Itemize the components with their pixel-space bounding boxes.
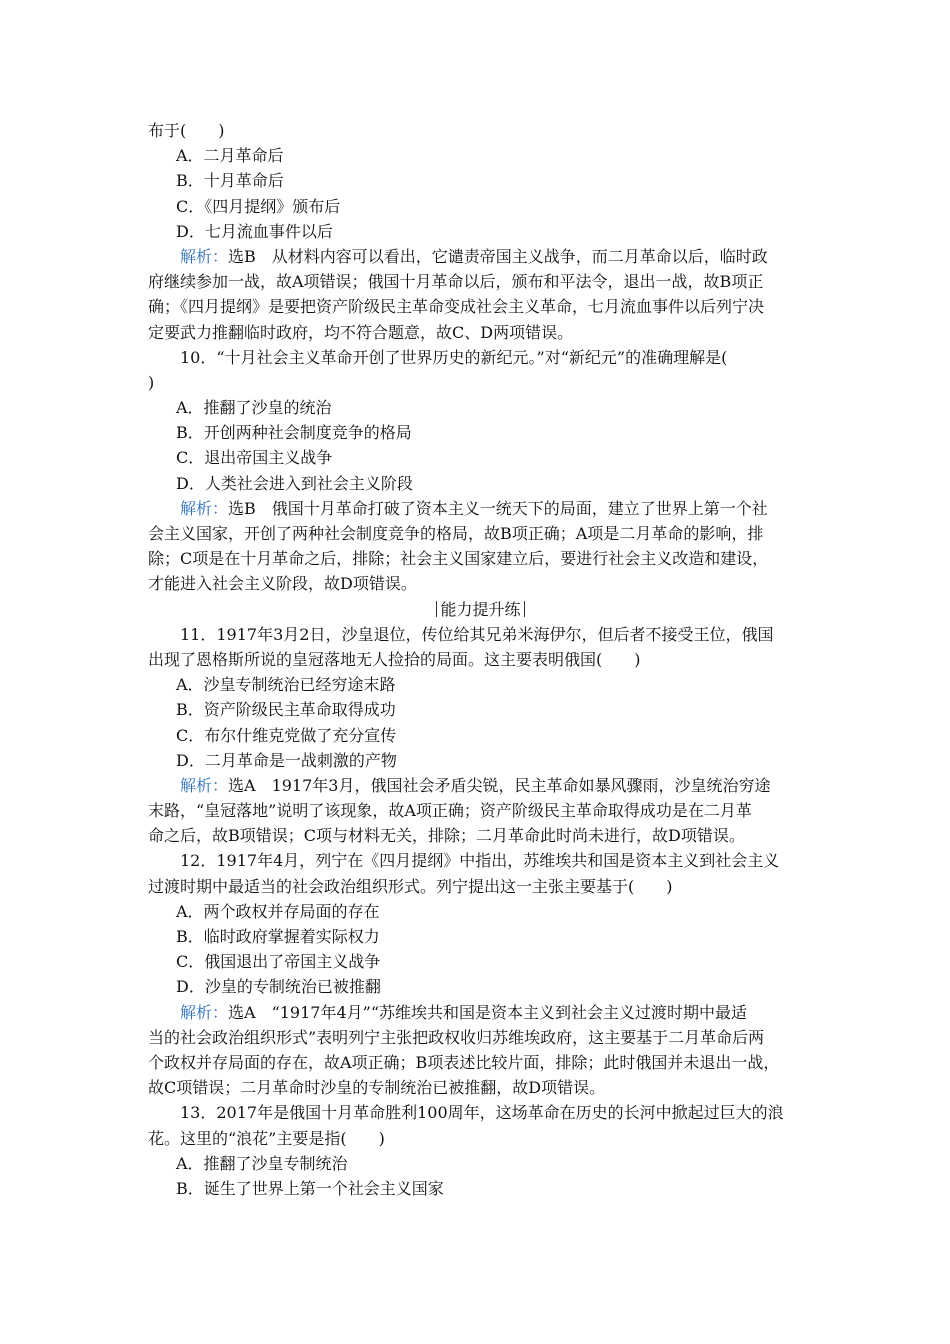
q10-option-c: C．退出帝国主义战争 [176,448,333,468]
q12-option-a: A．两个政权并存局面的存在 [176,901,380,921]
q12-option-c: C．俄国退出了帝国主义战争 [176,952,381,972]
q12-option-d: D．沙皇的专制统治已被推翻 [176,977,381,997]
q13-stem-line: 13．2017年是俄国十月革命胜利100周年，这场革命在历史的长河中掀起过巨大的浪 [180,1103,784,1123]
q10-analysis-line: 除；C项是在十月革命之后，排除；社会主义国家建立后，要进行社会主义改造和建设， [148,549,769,569]
q13-option-b: B．诞生了世界上第一个社会主义国家 [176,1178,444,1198]
q12-stem-line: 12．1917年4月，列宁在《四月提纲》中指出，苏维埃共和国是资本主义到社会主义 [180,851,780,871]
q9-analysis-line: 解析：选B 从材料内容可以看出，它谴责帝国主义战争，而二月革命以后，临时政 [180,246,768,266]
q9-option-c: C．《四月提纲》颁布后 [176,196,341,216]
q11-option-c: C．布尔什维克党做了充分宣传 [176,725,397,745]
q11-analysis-line: 解析：选A 1917年3月，俄国社会矛盾尖锐，民主革命如暴风骤雨，沙皇统治穷途 [180,775,771,795]
q10-stem-line: ) [148,372,155,392]
q9-option-d: D．七月流血事件以后 [176,221,333,241]
document-page [148,118,813,1201]
q9-option-a: A．二月革命后 [176,146,284,166]
q11-option-a: A．沙皇专制统治已经穷途末路 [176,675,396,695]
section-title: 能力提升练 [148,597,813,622]
q11-stem-line: 11．1917年3月2日，沙皇退位，传位给其兄弟米海伊尔，但后者不接受王位，俄国 [180,624,774,644]
q10-option-b: B．开创两种社会制度竞争的格局 [176,423,412,443]
q13-stem-line: 花。这里的“浪花”主要是指( ) [148,1128,385,1148]
q10-analysis-line: 才能进入社会主义阶段，故D项错误。 [148,574,417,594]
q10-option-a: A．推翻了沙皇的统治 [176,398,332,418]
analysis-label: 解析： [180,498,229,518]
analysis-label: 解析： [180,246,229,266]
q9-analysis-line: 确；《四月提纲》是要把资产阶级民主革命变成社会主义革命，七月流血事件以后列宁决 [148,297,765,317]
q10-analysis-line: 解析：选B 俄国十月革命打破了资本主义一统天下的局面，建立了世界上第一个社 [180,498,768,518]
q11-option-d: D．二月革命是一战刺激的产物 [176,750,397,770]
q13-option-a: A．推翻了沙皇专制统治 [176,1153,348,1173]
q10-analysis-line: 会主义国家，开创了两种社会制度竞争的格局，故B项正确；A项是二月革命的影响，排 [148,524,764,543]
q12-analysis-line: 故C项错误；二月革命时沙皇的专制统治已被推翻，故D项错误。 [148,1078,606,1098]
q12-analysis-line: 当的社会政治组织形式”表明列宁主张把政权收归苏维埃政府，这主要基于二月革命后两 [148,1027,765,1047]
q11-option-b: B．资产阶级民主革命取得成功 [176,700,396,720]
section-bar-right [524,601,525,617]
q9-analysis-line: 府继续参加一战，故A项错误；俄国十月革命以后，颁布和平法令，退出一战，故B项正 [148,272,764,292]
q12-stem-line: 过渡时期中最适当的社会政治组织形式。列宁提出这一主张主要基于( ) [148,876,673,896]
q9-stem-tail: 布于( ) [148,121,225,140]
q11-stem-line: 出现了恩格斯所说的皇冠落地无人捡拾的局面。这主要表明俄国( ) [148,649,641,669]
q11-analysis-line: 末路，“皇冠落地”说明了该现象，故A项正确；资产阶级民主革命取得成功是在二月革 [148,801,752,821]
analysis-label: 解析： [180,1002,229,1022]
q12-analysis-line: 解析：选A “1917年4月”“苏维埃共和国是资本主义到社会主义过渡时期中最适 [180,1002,748,1022]
q12-analysis-line: 个政权并存局面的存在，故A项正确；B项表述比较片面，排除；此时俄国并未退出一战， [148,1052,780,1072]
section-bar-left [436,601,437,617]
q12-option-b: B．临时政府掌握着实际权力 [176,927,380,946]
q10-stem-line: 10．“十月社会主义革命开创了世界历史的新纪元。”对“新纪元”的准确理解是( [180,347,728,367]
q9-option-b: B．十月革命后 [176,171,284,191]
q10-option-d: D．人类社会进入到社会主义阶段 [176,473,413,493]
analysis-label: 解析： [180,775,229,795]
q11-analysis-line: 命之后，故B项错误；C项与材料无关，排除；二月革命此时尚未进行，故D项错误。 [148,826,745,846]
q9-analysis-line: 定要武力推翻临时政府，均不符合题意，故C、D两项错误。 [148,322,574,342]
